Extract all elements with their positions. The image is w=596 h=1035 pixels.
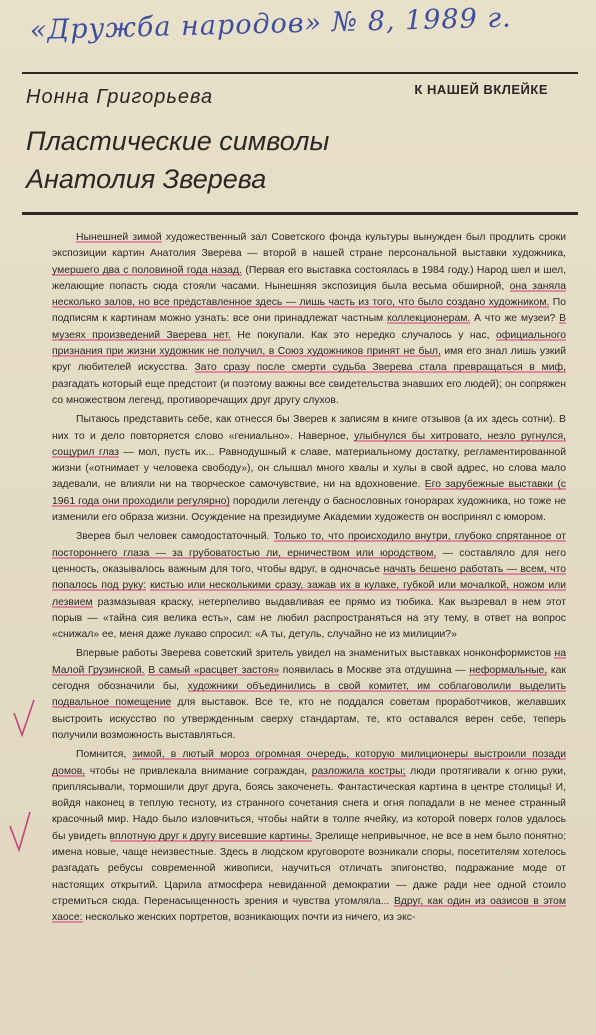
highlighted-text: художники объединились в свой комитет, им соблаговолили выделить подвальное помещение: [52, 681, 566, 709]
article-title-line-1: Пластические символы: [26, 126, 330, 156]
highlighted-text: неформальные,: [469, 664, 548, 676]
highlighted-text: она заняла несколько залов, но все представленное здесь — лишь часть из того, что было создано художником.: [52, 280, 566, 309]
highlighted-text: Нынешней зимой: [76, 232, 162, 243]
paragraph-text: Зверев был человек самодостаточный.: [76, 531, 274, 543]
paragraph-text: имя его знал лишь узкий круг любителей искусства.: [52, 346, 567, 374]
paragraph-text: чтобы не привлекала внимание сограждан,: [85, 765, 312, 777]
highlighted-text: разложила костры;: [311, 765, 406, 777]
article-title-line-2: Анатолия Зверева: [26, 164, 267, 194]
section-label: К НАШЕЙ ВКЛЕЙКЕ: [414, 82, 548, 97]
author-name: Нонна Григорьева: [26, 86, 214, 108]
paragraph-text: Пытаюсь представить себе, как отнесся бы Зверев к записям в книге отзывов (а их здесь сотни). В них то и дело повторяется слово «гениально». Наверное,: [52, 414, 566, 442]
highlighted-text: зимой, в лютый мороз огромная очередь, которую милиционеры выстроили позади домов,: [52, 749, 567, 777]
article-body: [52, 230, 566, 929]
highlighted-text: Его зарубежные выставки (с 1961 года они проходили регулярно): [52, 479, 566, 507]
highlighted-text: вплотную друг к другу висевшие картины.: [109, 830, 313, 842]
paragraph-text: как сегодня обозначили бы,: [52, 664, 566, 693]
article-paragraph: [52, 412, 566, 526]
highlighted-text: кистью или несколькими сразу, зажав их в кулаке, губкой или мочалкой, ножом или лезвием: [52, 580, 566, 608]
highlighted-text: умершего два с половиной года назад.: [52, 264, 243, 276]
article-paragraph: [52, 529, 566, 643]
paragraph-text: Впервые работы Зверева советский зритель увидел на знаменитых выставках нонконформистов: [76, 648, 555, 660]
paragraph-text: породили легенду о баснословных гонорарах художника, но тоже не изменили его образа жизни. Осуждение на президиуме Академии художеств он воспринял с юмором.: [52, 495, 566, 524]
paragraph-text: размазывая краску, нетерпеливо выдавливая ее прямо из тюбика. Как вызревал в нем этот порыв — «тайна сия велика есть», сам не любил распространяться на эту тему, в ответ на вопрос «снижал» ее, меня даже лукаво спросил: «А ты, детуль, случайно не из милиции?»: [52, 596, 566, 641]
paragraph-text: художественный зал Советского фонда культуры вынужден был продлить сроки экспозиции картин Анатолия Зверева — второй в нашей стране персональной выставки художника,: [52, 232, 567, 260]
paragraph-text: люди протягивали к огню руки, приплясывали, тормошили друг друга, боясь закоченеть. Фантастическая картина в центре столицы! И, войдя наконец в теплую тесноту, из странного сочетания снега и огня попадали в не менее странный красочный мир. Надо было изловчиться, чтобы найти в толпе ячейку, из которой поверх голов удалось бы увидеть: [52, 765, 567, 842]
margin-check-mark: [14, 700, 34, 735]
margin-check-mark: [10, 812, 30, 850]
article-title: [26, 122, 566, 198]
article-paragraph: [52, 230, 566, 409]
highlighted-text: на Малой Грузинской.: [52, 648, 566, 676]
highlighted-text: В музеях произведений Зверева нет.: [52, 313, 566, 341]
header-top-rule: [22, 72, 578, 74]
highlighted-text: Зато сразу после смерти судьба Зверева стала превращаться в миф,: [194, 362, 566, 374]
paragraph-text: (Первая его выставка состоялась в 1984 году.) Народ шел и шел, желающие попасть сюда стояли часами. Нынешняя экспозиция была весьма обширной,: [52, 264, 566, 292]
highlighted-text: официального признания при жизни художник не получил, в Союз художников принят не был,: [52, 329, 566, 358]
highlighted-text: улыбнулся бы хитровато, незло ругнулся, сощурил глаз: [52, 430, 566, 458]
handwritten-source-note: «Дружба народов» № 8, 1989 г.: [29, 2, 512, 47]
paragraph-text: А что же музеи?: [470, 313, 560, 325]
highlighted-text: Только то, что происходило внутри, глубоко спрятанное от постороннего глаза — за грубоватостью ли, ерничеством или юродством,: [52, 531, 567, 559]
paragraph-text: — составляло для него ценность, оказывалось важным для того, чтобы вдруг, в одночасье: [52, 547, 566, 575]
article-paragraph: [52, 646, 566, 744]
paragraph-text: разгадать который еще предстоит (и поэтому важны все свидетельства знавших его людей); он сопряжен со множеством легенд, противоречащих друг другу слухов.: [52, 378, 566, 406]
paragraph-text: Не покупали. Как это нередко случалось у нас,: [230, 329, 496, 341]
highlighted-text: начать бешено работать — всем, что попалось под руку:: [52, 563, 566, 592]
highlighted-text: коллекционерам.: [386, 313, 471, 325]
article-paragraph: [52, 747, 566, 926]
paragraph-text: Помнится,: [76, 749, 133, 761]
paragraph-text: По подписям к картинам можно узнать: все они принадлежат частным: [52, 297, 566, 325]
paragraph-text: Зрелище непривычное, не все в нем было понятно; имена новые, чаще неизвестные. Здесь в людском круговороте возникали споры, посетителям хотелось разгадать ребусы современной живописи, научиться отличать эпигонство, подражание моде от настоящих открытий. Царила атмосфера невиданной демократии — даже ради нее одной стоило стремиться сюда. Перенасыщенность зрения и чувства утомляла...: [52, 830, 566, 907]
highlighted-text: В самый «расцвет застоя»: [148, 664, 280, 676]
paragraph-text: несколько женских портретов, возникающих почти из ничего, из экс-: [82, 912, 416, 924]
paragraph-text: для выставок. Все те, кто не поддался советам проработчиков, желавших выстроить искусство по утвержденным сверху стандартам, те, кто оставался верен себе, теперь получили возможность выставляться.: [52, 697, 566, 741]
header-bottom-rule: [22, 212, 578, 215]
paragraph-text: появилась в Москве эта отдушина —: [279, 664, 470, 676]
highlighted-text: Вдруг, как один из оазисов в этом хаосе:: [52, 895, 566, 924]
paragraph-text: — мол, пусть их... Равнодушный к славе, материальному достатку, регламентированной жизни («отнимает у человека свободу»), он слышал много хвалы и хулы в свой адрес, но слова мало задевали, не влияли ни на творческое самочувствие, ни на вдохновение.: [52, 446, 567, 491]
